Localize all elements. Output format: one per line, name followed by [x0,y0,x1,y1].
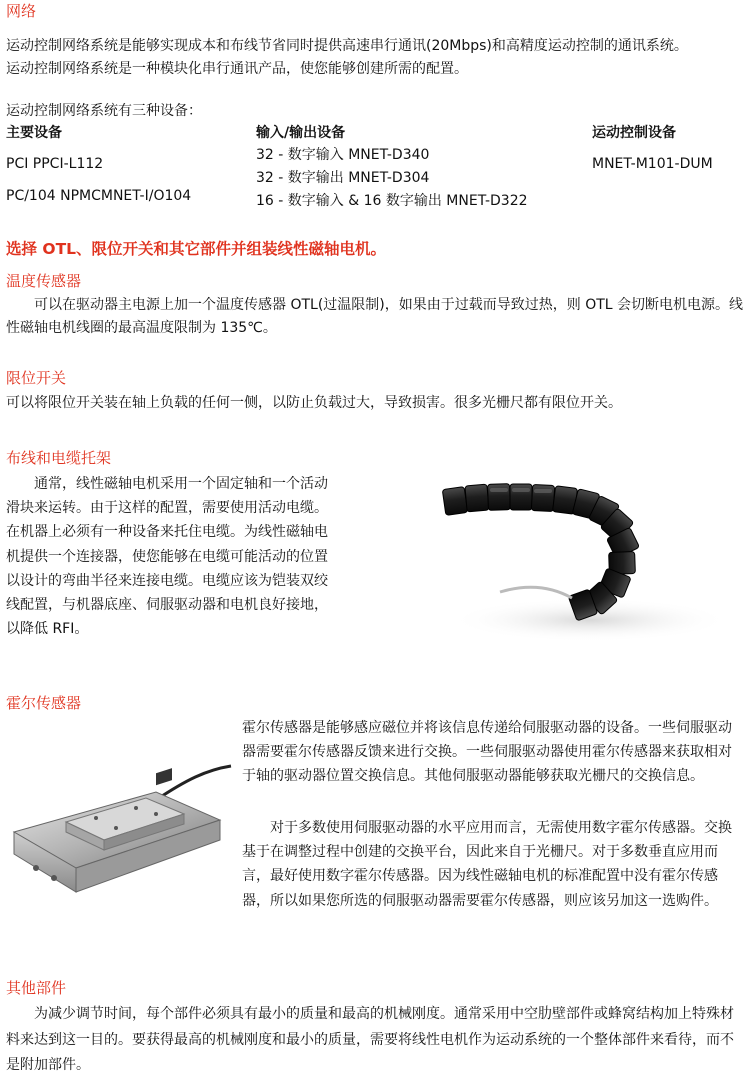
temperature-sensor-heading: 温度传感器 [6,272,82,290]
limit-switch-heading: 限位开关 [6,369,67,387]
io-devices-column [256,122,586,213]
network-heading: 网络 [6,2,37,20]
device-item: 32 - 数字输入 MNET-D340 [256,147,430,163]
hall-sensor-heading: 霍尔传感器 [6,694,82,712]
device-item: MNET-M101-DUM [592,156,713,172]
temperature-paragraph: 可以在驱动器主电源上加一个温度传感器 OTL(过温限制)，如果由于过载而导致过热，则 OTL 会切断电机电源。线性磁轴电机线圈的最高温度限制为 135℃。 [6,297,744,336]
linear-stage-image [6,740,238,910]
column-header: 运动控制设备 [592,125,676,141]
network-paragraph-1: 运动控制网络系统是能够实现成本和布线节省同时提供高速串行通讯(20Mbps)和高精度运动控制的通讯系统。 [6,38,688,54]
limit-switch-paragraph: 可以将限位开关装在轴上负载的任何一侧，以防止负载过大，导致损害。很多光栅尺都有限位开关。 [6,395,622,411]
cable-paragraph: 通常，线性磁轴电机采用一个固定轴和一个活动滑块来运转。由于这样的配置，需要使用活动电缆。在机器上必须有一种设备来托住电缆。为线性磁轴电机提供一个连接器，使您能够在电缆可能活动的位置以设计的弯曲半径来连接电缆。电缆应该为铠装双绞线配置，与机器底座、伺服驱动器和电机良好接地，以降低 RFI。 [6,476,328,638]
select-components-heading: 选择 OTL、限位开关和其它部件并组装线性磁轴电机。 [6,240,387,258]
column-header: 输入/输出设备 [256,125,346,141]
devices-intro: 运动控制网络系统有三种设备： [6,103,202,119]
motion-devices-column [592,122,750,176]
other-parts-paragraph: 为减少调节时间，每个部件必须具有最小的质量和最高的机械刚度。通常采用中空肋壁部件或蜂窝结构加上特殊材料来达到这一目的。要获得最高的机械刚度和最小的质量，需要将线性电机作为运动系统的一个整体部件来看待，而不是附加部件。 [6,1006,734,1073]
device-item: PCI PPCI-L112 [6,156,104,172]
network-paragraph-2: 运动控制网络系统是一种模块化串行通讯产品，使您能够创建所需的配置。 [6,61,468,77]
column-header: 主要设备 [6,125,62,141]
device-item: 32 - 数字输出 MNET-D304 [256,170,430,186]
hall-paragraph-1: 霍尔传感器是能够感应磁位并将该信息传递给伺服驱动器的设备。一些伺服驱动器需要霍尔传感器反馈来进行交换。一些伺服驱动器使用霍尔传感器来获取相对于轴的驱动器位置交换信息。其他伺服驱动器能够获取光栅尺的交换信息。 [242,720,732,785]
other-parts-heading: 其他部件 [6,979,67,997]
cable-carrier-heading: 布线和电缆托架 [6,449,112,467]
device-item: PC/104 NPMCMNET-I/O104 [6,188,192,204]
main-devices-column [6,122,246,208]
cable-carrier-image [440,470,740,650]
device-item: 16 - 数字输入 & 16 数字输出 MNET-D322 [256,193,528,209]
hall-paragraph-2: 对于多数使用伺服驱动器的水平应用而言，无需使用数字霍尔传感器。交换基于在调整过程中创建的交换平台，因此来自于光栅尺。对于多数垂直应用而言，最好使用数字霍尔传感器。因为线性磁轴电机的标准配置中没有霍尔传感器，所以如果您所选的伺服驱动器需要霍尔传感器，则应该另加这一选购件。 [242,820,732,909]
